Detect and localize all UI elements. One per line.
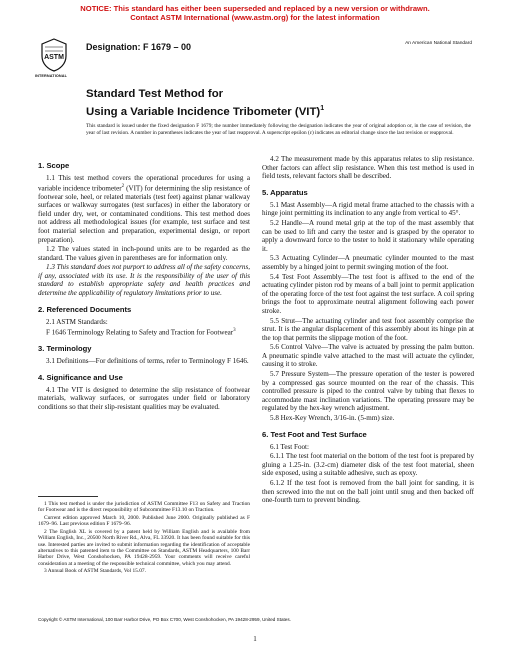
right-column — [262, 155, 474, 506]
ref-f1646: F 1646 Terminology Relating to Safety and Traction for Footwear$^3$ — [46, 328, 236, 337]
para-1-3: 1.3 This standard does not purport to address all of the safety concerns, if any, associated with its use. It is the responsibility of the user of this standard to establish appropriate safety and health practices and determine the applicability of regulatory limitations prior to use. — [38, 263, 251, 298]
notice-line-1: NOTICE: This standard has either been superseded and replaced by a new version or withdrawn. — [80, 4, 430, 13]
para-5-5: 5.5 Strut—The actuating cylinder and test foot assembly comprise the strut. It is the angular displacement of this assembly about its hinge pin at the top that permits the slippage motion of the foot. — [262, 316, 474, 342]
para-4-2: 4.2 The measurement made by this apparatus relates to slip resistance. Other factors can affect slip resistance. When this test method is used in field tests, relevant factors shall be described. — [262, 155, 474, 181]
para-6-1-2: 6.1.2 If the test foot is removed from the ball joint for sanding, it is then screwed into the nut on the ball joint until snug and then backed off one-fourth turn to prevent binding. — [262, 479, 474, 505]
footnote-3: 3 Annual Book of ASTM Standards, Vol 15.07. — [44, 568, 146, 575]
footnotes — [38, 486, 250, 576]
para-1-2: 1.2 The values stated in inch-pound units are to be regarded as the standard. The values given in parentheses are for information only. — [38, 245, 250, 262]
section-scope-heading: 1. Scope — [38, 161, 70, 170]
section-referenced-heading: 2. Referenced Documents — [38, 304, 132, 314]
para-2-1: 2.1 ASTM Standards: — [46, 317, 108, 326]
footnote-2: 2 The English XL is covered by a patent held by William English and is available from William English, Inc., 20500 North River Rd., Alva, FL 33920. It has been found suitable for this use. Interested parties are invited to submit information regarding the identification of acceptable alternatives to this patented item to the Committee on Standards, ASTM Headquarters, 100 Barr Harbor Drive, West Conshohocken, PA 19428-2959. Your comments will receive careful consideration at a meeting of the responsible technical committee, which you may attend. — [38, 529, 250, 567]
para-1-1: 1.1 This test method covers the operational procedures for using a variable incidence tribometer$^2$ (VIT) for determining the slip resistance of footwear sole, heel, or related materials (test feet) against planar walkway surfaces or walkway surrogates (test surfaces) in either the laboratory or field under dry, wet, or contaminated conditions. This test method does not address all methodological issues (for example, test surface and test foot material selection and preparation, experimental design, or report preparation). — [38, 174, 250, 244]
para-3-1: 3.1 Definitions—For definitions of terms, refer to Terminology F 1646. — [46, 357, 249, 366]
footnote-1: 1 This test method is under the jurisdiction of ASTM Committee F13 on Safety and Traction for Footwear and is the direct responsibility of Subcommittee F13.10 on Traction. — [38, 501, 250, 514]
title-line-2: Using a Variable Incidence Tribometer (VIT)$^1$ — [86, 104, 325, 118]
association-note: An American National Standard — [405, 41, 472, 46]
copyright-line: Copyright © ASTM International, 100 Barr Harbor Drive, PO Box C700, West Conshohocken, PA 19428-2959, United States. — [38, 617, 291, 622]
para-5-8: 5.8 Hex-Key Wrench, 3/16-in. (5-mm) size. — [270, 414, 395, 423]
para-4-1: 4.1 The VIT is designed to determine the slip resistance of footwear materials, walkway surfaces, or surrogates under field or laboratory conditions so that their slip-resistant qualities may be evaluated. — [38, 385, 250, 411]
para-6-1: 6.1 Test Foot: — [270, 442, 309, 451]
title-line-1: Standard Test Method for — [86, 88, 224, 100]
astm-logo-icon — [40, 38, 68, 72]
issuance-note: This standard is issued under the fixed designation F 1679; the number immediately following the designation indicates the year of original adoption or, in the case of revision, the year of last revision. A number in parentheses indicates the year of last reapproval. A superscript epsilon (ε) indicates an editorial change since the last revision or reapproval. — [86, 123, 471, 136]
section-terminology-heading: 3. Terminology — [38, 344, 92, 354]
para-5-3: 5.3 Actuating Cylinder—A pneumatic cylinder mounted to the mast assembly by a hinged joint to permit swinging motion of the foot. — [262, 254, 474, 271]
page-number: 1 — [253, 635, 257, 643]
para-5-7: 5.7 Pressure System—The pressure operation of the tester is powered by a compressed gas source mounted on the rear of the chassis. This controlled pressure is piped to the control valve by tubing that flexes to accommodate mast inclination variations. The operating pressure may be regulated by the hex-key wrench adjustment. — [262, 370, 474, 413]
section-test-foot-heading: 6. Test Foot and Test Surface — [262, 429, 367, 439]
left-column — [38, 154, 250, 413]
withdrawal-notice — [0, 4, 510, 23]
document-title — [86, 88, 466, 119]
footnote-rule — [38, 496, 98, 497]
para-5-4: 5.4 Test Foot Assembly—The test foot is affixed to the end of the actuating cylinder piston rod by means of a ball joint to permit application of the operating force of the test foot against the test surface. A coil spring brings the foot to approximate neutral alignment following each power stroke. — [262, 272, 474, 315]
section-apparatus-heading: 5. Apparatus — [262, 187, 308, 197]
para-5-2: 5.2 Handle—A round metal grip at the top of the mast assembly that can be used to lift and carry the tester and is grasped by the operator to apply a downward force to the tester to hold it stationary while operating it. — [262, 218, 474, 253]
logo-caption: INTERNATIONAL — [35, 74, 68, 78]
designation: Designation: F 1679 – 00 — [86, 42, 192, 52]
para-6-1-1: 6.1.1 The test foot material on the bottom of the test foot is prepared by gluing a 1.25-in. (3.2-cm) diameter disk of the test foot material, sheen side exposed, using a suitable adhesive, such as epoxy. — [262, 452, 474, 478]
footnote-1b: Current edition approved March 10, 2000. Published June 2000. Originally published as F 1679–96. Last previous edition F 1679–96. — [38, 515, 250, 528]
para-5-6: 5.6 Control Valve—The valve is actuated by pressing the palm button. A pneumatic spindle valve attached to the mast will actuate the cylinder, causing it to stroke. — [262, 343, 474, 369]
svg-text:ASTM: ASTM — [44, 54, 64, 61]
notice-line-2: Contact ASTM International (www.astm.org) for the latest information — [130, 13, 380, 23]
section-significance-heading: 4. Significance and Use — [38, 372, 123, 382]
para-5-1: 5.1 Mast Assembly—A rigid metal frame attached to the chassis with a hinge joint permitting its inclination to any angle from vertical to 45°. — [262, 200, 474, 218]
